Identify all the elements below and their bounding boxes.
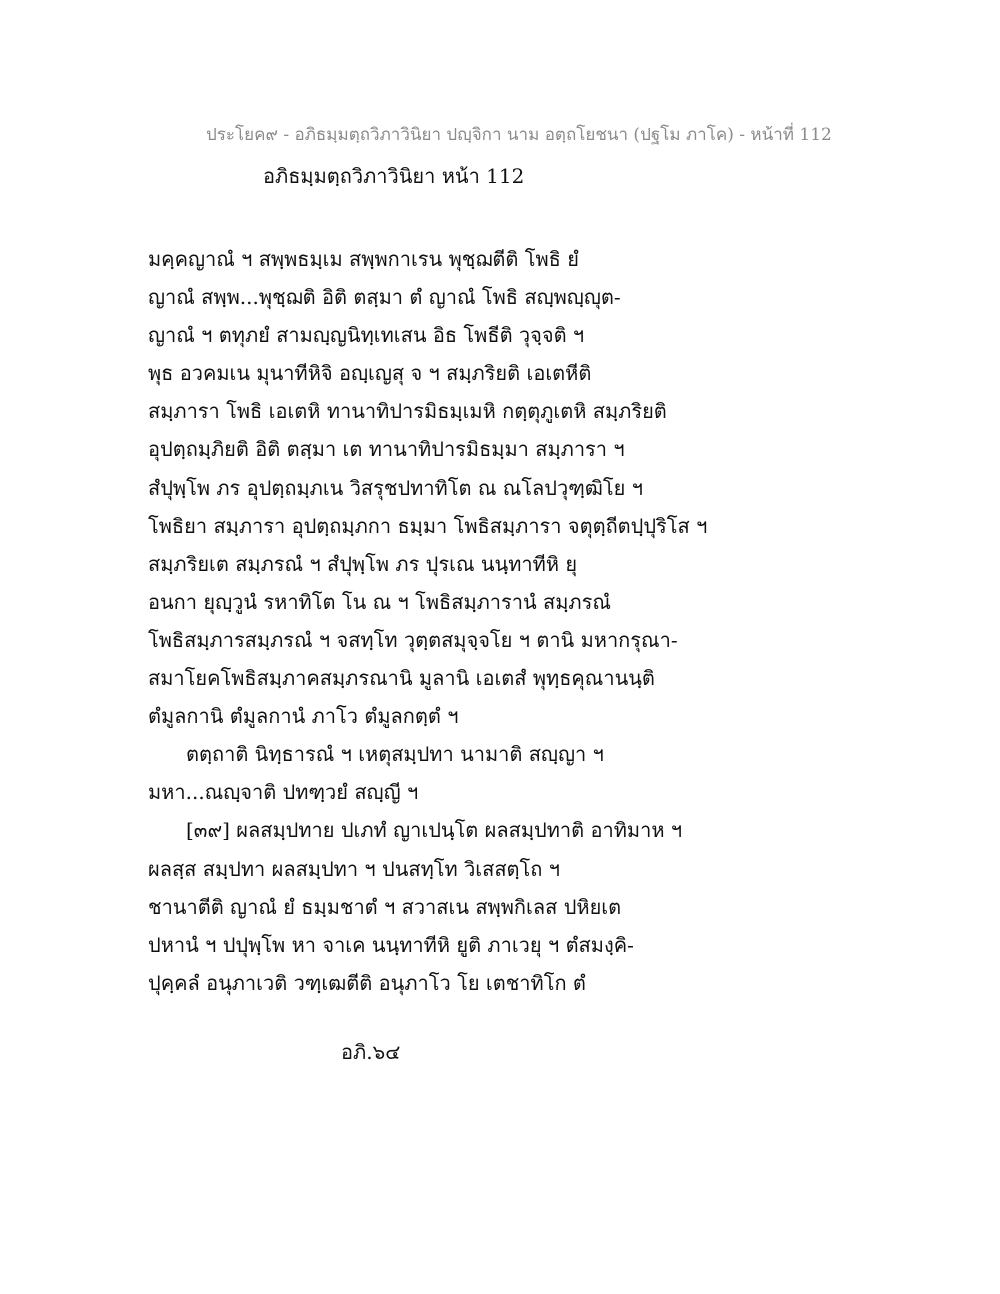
body-line-3: ญาณํ ฯ ตทุภยํ สามญฺญนิทฺเทเสน อิธ โพธีติ วุจฺจติ ฯ — [148, 323, 585, 348]
body-line-8: โพธิยา สมฺภารา อุปตฺถมฺภกา ธมฺมา โพธิสมฺภารา จตุตฺถีตปฺปุริโส ฯ — [148, 513, 708, 538]
body-line-19: ปหานํ ฯ ปปุพฺโพ หา จาเค นนฺทาทีหิ ยูติ ภาเวยุ ฯ ตํสมงฺคิ- — [148, 932, 634, 957]
body-line-14: ตตฺถาติ นิทฺธารณํ ฯ เหตุสมฺปทา นามาติ สญฺญา ฯ — [186, 742, 604, 767]
body-line-18: ชานาตีติ ญาณํ ยํ ธมฺมชาตํ ฯ สวาสเน สพฺพกิเลส ปหิยเต — [148, 894, 622, 919]
body-line-5: สมฺภารา โพธิ เอเตหิ ทานาทิปารมิธมฺเมหิ กตฺตุภูเตหิ สมฺภริยติ — [148, 399, 667, 424]
body-line-13: ตํมูลกานิ ตํมูลกานํ ภาโว ตํมูลกตฺตํ ฯ — [148, 704, 459, 729]
body-line-4: พุธ อวคมเน มุนาทีหิจิ อญฺเญสุ จ ฯ สมฺภริยติ เอเตหีติ — [148, 361, 592, 386]
body-line-17: ผลสฺส สมฺปทา ผลสมฺปทา ฯ ปนสทฺโท วิเสสตฺโถ ฯ — [148, 856, 560, 881]
body-line-16: [๓๙] ผลสมฺปทาย ปเภทํ ญาเปนฺโต ผลสมฺปทาติ อาทิมาห ฯ — [186, 818, 683, 843]
body-line-10: อนกา ยุญฺวูนํ รหาทิโต โน ณ ฯ โพธิสมฺภารานํ สมฺภรณํ — [148, 589, 611, 614]
body-text — [148, 240, 848, 1002]
body-line-11: โพธิสมฺภารสมฺภรณํ ฯ จสทฺโท วุตฺตสมุจฺจโย ฯ ตานิ มหากรุณา- — [148, 627, 678, 652]
running-header: ประโยค๙ - อภิธมฺมตฺถวิภาวินิยา ปญฺจิกา นาม อตฺถโยชนา (ปฐโม ภาโค) - หน้าที่ 112 — [206, 125, 832, 145]
body-line-15: มหา...ณญฺจาติ ปทฑฺวยํ สญฺญี ฯ — [148, 780, 419, 805]
body-line-2: ญาณํ สพฺพ...พุชฺฌติ อิติ ตสฺมา ตํ ญาณํ โพธิ สญฺพญฺญุต- — [148, 285, 621, 310]
body-line-12: สมาโยคโพธิสมฺภาคสมฺภรณานิ มูลานิ เอเตสํ พุทฺธคุณานนฺติ — [148, 666, 655, 691]
body-line-20: ปุคฺคลํ อนุภาเวติ วฑฺเฒตีติ อนุภาโว โย เตชาทิโก ตํ — [148, 970, 586, 995]
body-line-9: สมฺภริยเต สมฺภรณํ ฯ สํปุพฺโพ ภร ปุรเณ นนฺทาทีหิ ยุ — [148, 551, 578, 576]
body-line-6: อุปตฺถมฺภิยติ อิติ ตสฺมา เต ทานาทิปารมิธมฺมา สมฺภารา ฯ — [148, 437, 625, 462]
body-line-1: มคฺคญาณํ ฯ สพฺพธมฺเม สพฺพกาเรน พุชฺฌตีติ โพธิ ยํ — [148, 247, 579, 271]
page-heading: อภิธมฺมตฺถวิภาวินิยา หน้า 112 — [263, 164, 525, 188]
body-line-7: สํปุพฺโพ ภร อุปตฺถมฺภเน วิสรุชปทาทิโต ณ ณโลปวุฑฺฒิโย ฯ — [148, 475, 643, 500]
page-footer-marker: อภิ.๖๔ — [341, 1040, 401, 1064]
